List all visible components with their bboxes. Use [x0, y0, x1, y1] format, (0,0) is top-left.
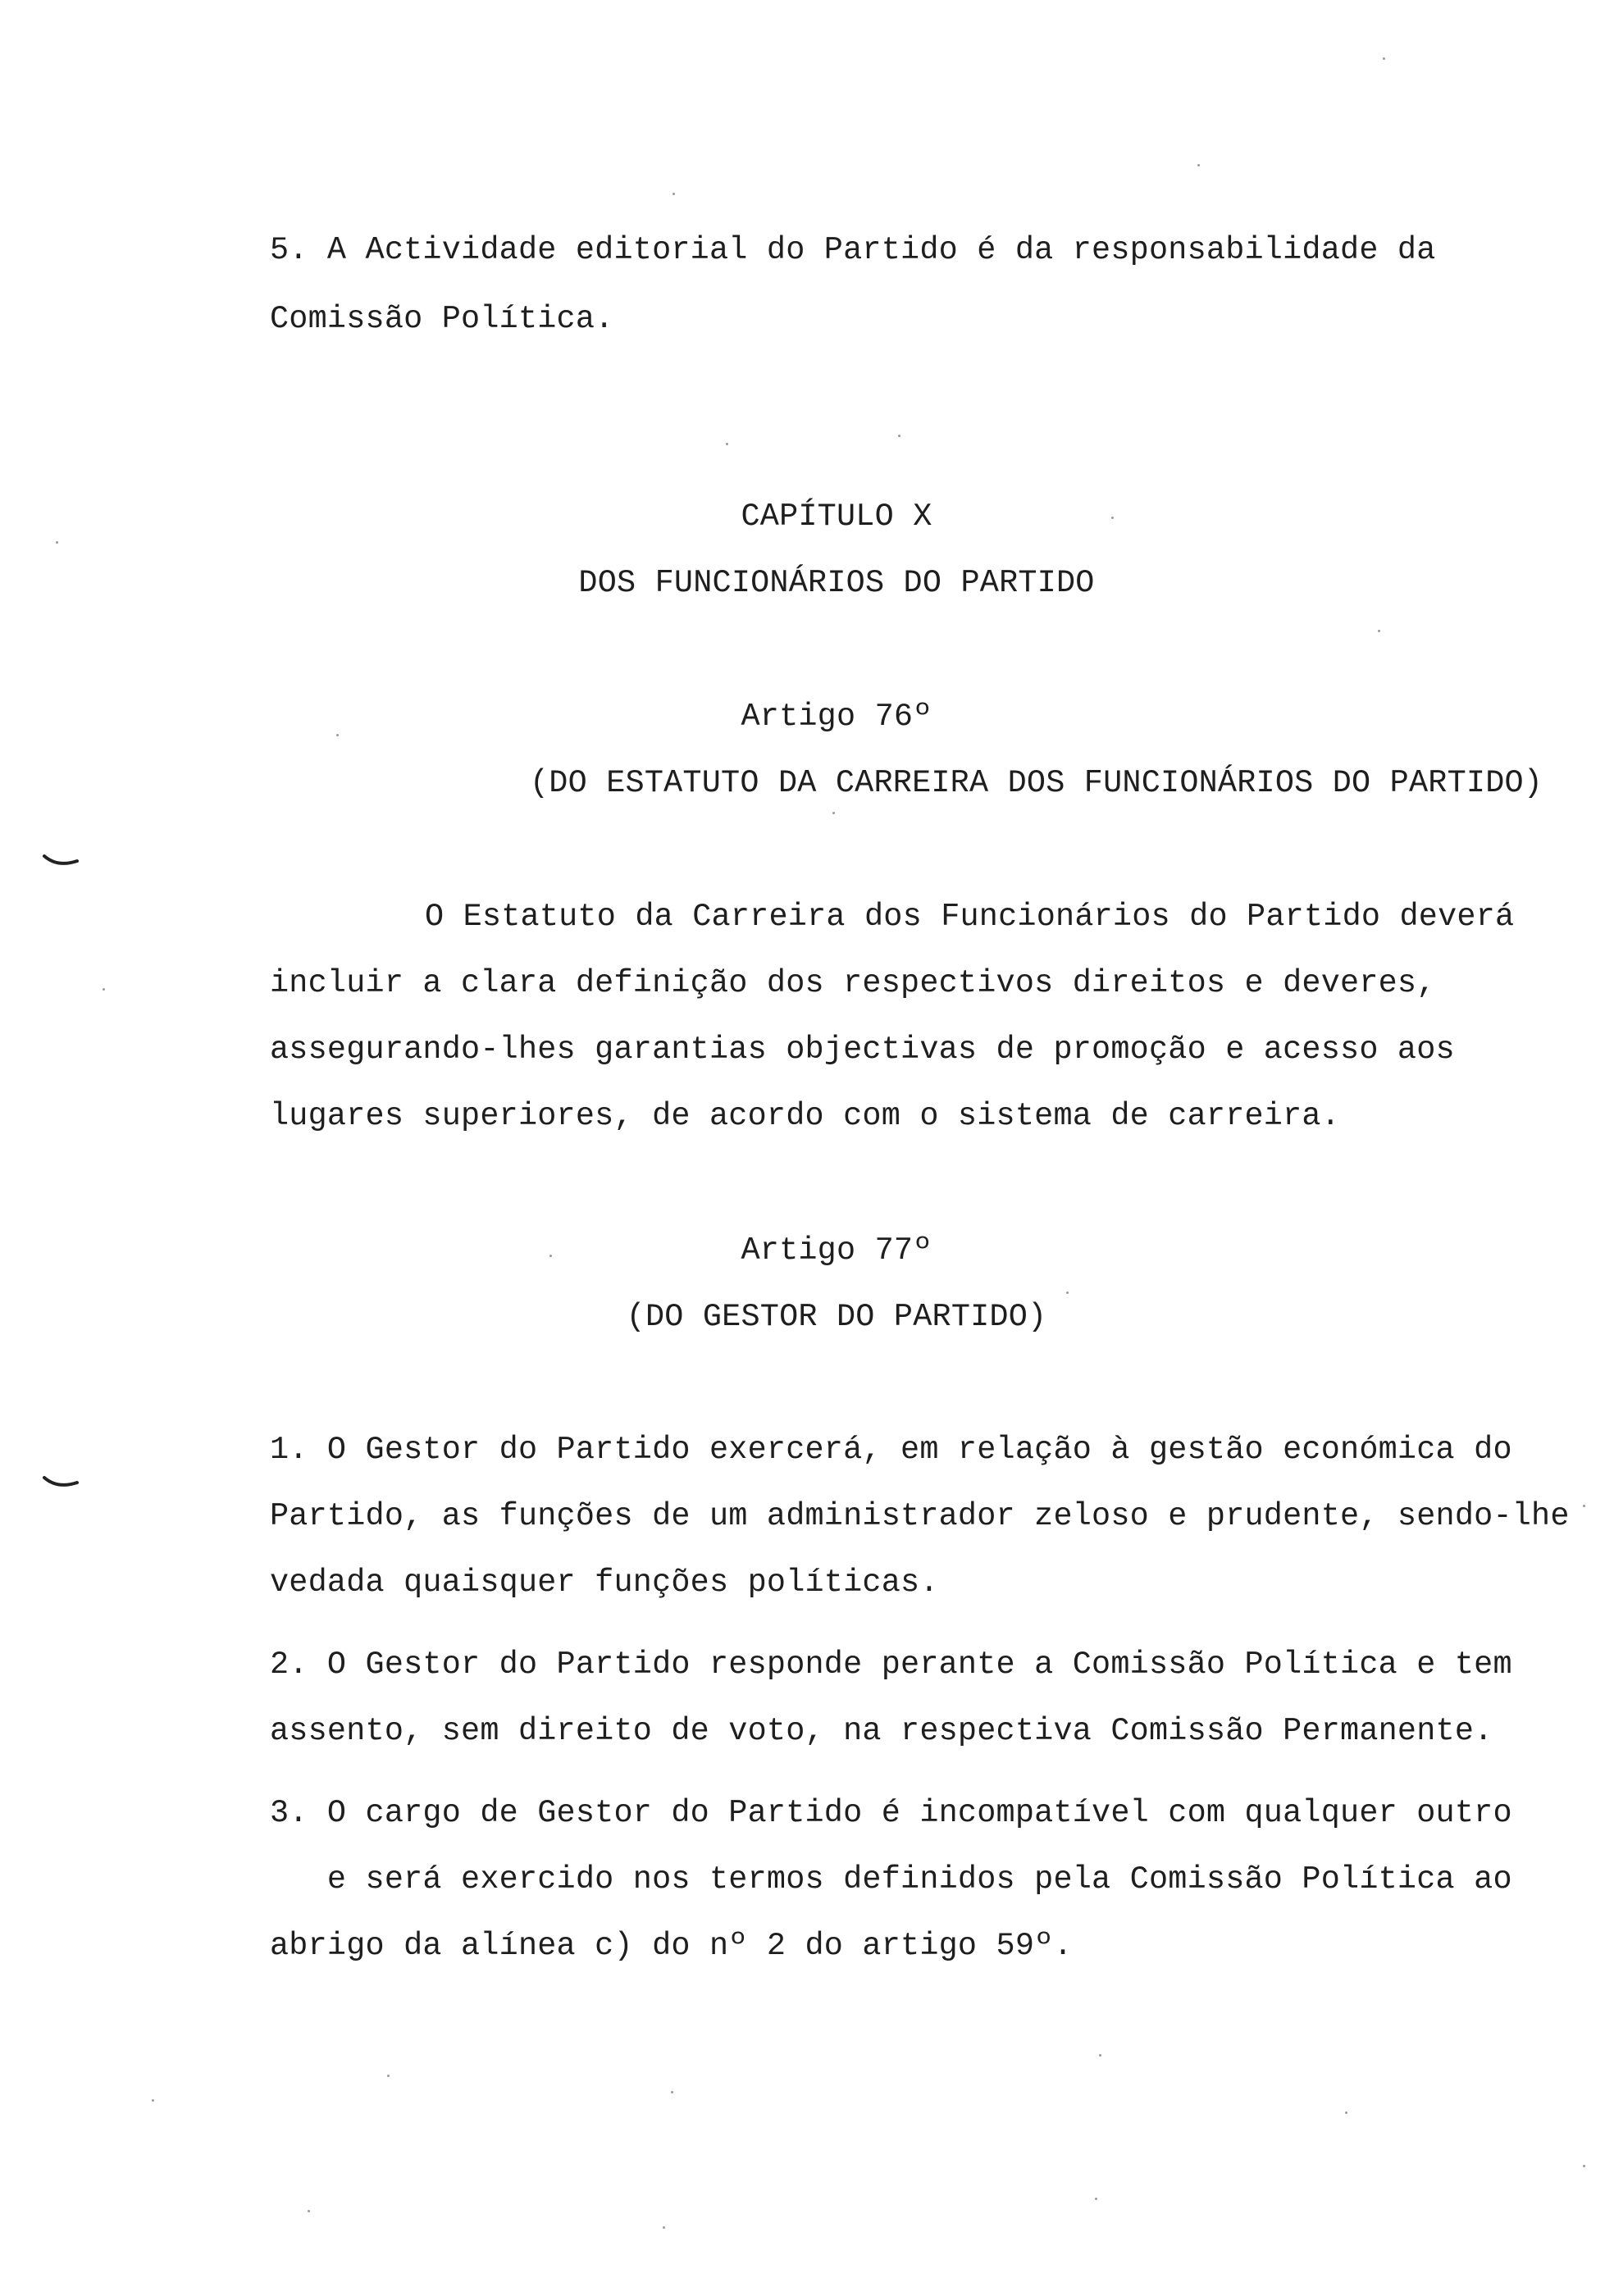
- margin-mark-lower: [41, 1474, 80, 1491]
- article-76-title: Artigo 76º: [741, 699, 932, 735]
- article-76-line-3: assegurando-lhes garantias objectivas de promoção e acesso aos: [270, 1032, 1455, 1068]
- article-77-subtitle: (DO GESTOR DO PARTIDO): [626, 1299, 1047, 1335]
- article-77-item3-line-2: e será exercido nos termos definidos pela Comissão Política ao: [270, 1861, 1512, 1897]
- para5-line-2: Comissão Política.: [270, 301, 614, 337]
- article-76-line-2: incluir a clara definição dos respectivos direitos e deveres,: [270, 965, 1436, 1001]
- article-77-title: Artigo 77º: [741, 1232, 932, 1269]
- article-76-line-1: O Estatuto da Carreira dos Funcionários do Partido deverá: [425, 899, 1515, 935]
- scan-speck: [56, 541, 58, 544]
- scan-speck: [336, 734, 339, 736]
- article-77-item2-line-1: 2. O Gestor do Partido responde perante a Comissão Política e tem: [270, 1647, 1512, 1683]
- scan-speck: [103, 988, 105, 991]
- scan-speck: [663, 2226, 665, 2229]
- article-76-line-4: lugares superiores, de acordo com o sistema de carreira.: [270, 1098, 1341, 1134]
- article-77-item1-line-1: 1. O Gestor do Partido exercerá, em relação à gestão económica do: [270, 1432, 1512, 1468]
- scan-speck: [832, 812, 835, 814]
- article-77-item2-line-2: assento, sem direito de voto, na respectiva Comissão Permanente.: [270, 1713, 1493, 1749]
- scan-speck: [549, 1255, 552, 1257]
- scan-speck: [726, 443, 728, 445]
- article-77-item3-line-1: 3. O cargo de Gestor do Partido é incompatível com qualquer outro: [270, 1795, 1512, 1831]
- article-77-item1-line-2: Partido, as funções de um administrador zeloso e prudente, sendo-lhe: [270, 1498, 1570, 1534]
- scan-speck: [898, 435, 900, 437]
- scan-speck: [1111, 517, 1114, 519]
- margin-mark-upper: [41, 853, 80, 869]
- scan-speck: [1345, 2112, 1347, 2114]
- chapter-subtitle: DOS FUNCIONÁRIOS DO PARTIDO: [578, 565, 1095, 601]
- scan-speck: [1583, 2165, 1585, 2167]
- article-76-subtitle: (DO ESTATUTO DA CARREIRA DOS FUNCIONÁRIOS DO PARTIDO): [530, 765, 1543, 801]
- scan-speck: [671, 2091, 673, 2093]
- scan-speck: [1095, 2198, 1097, 2200]
- article-77-item1-line-3: vedada quaisquer funções políticas.: [270, 1565, 939, 1601]
- scan-speck: [1383, 57, 1385, 60]
- scan-speck: [387, 2075, 390, 2077]
- scan-speck: [1099, 2054, 1101, 2057]
- scan-speck: [152, 2099, 154, 2102]
- article-77-item3-line-3: abrigo da alínea c) do nº 2 do artigo 59º.: [270, 1928, 1073, 1964]
- scan-speck: [1197, 164, 1200, 166]
- scan-speck: [1066, 1292, 1069, 1294]
- scan-speck: [308, 2210, 310, 2212]
- para5-line-1: 5. A Actividade editorial do Partido é da responsabilidade da: [270, 232, 1436, 268]
- scan-speck: [1583, 1505, 1585, 1507]
- chapter-title: CAPÍTULO X: [741, 499, 932, 535]
- scan-speck: [1378, 630, 1380, 632]
- scan-speck: [672, 193, 675, 195]
